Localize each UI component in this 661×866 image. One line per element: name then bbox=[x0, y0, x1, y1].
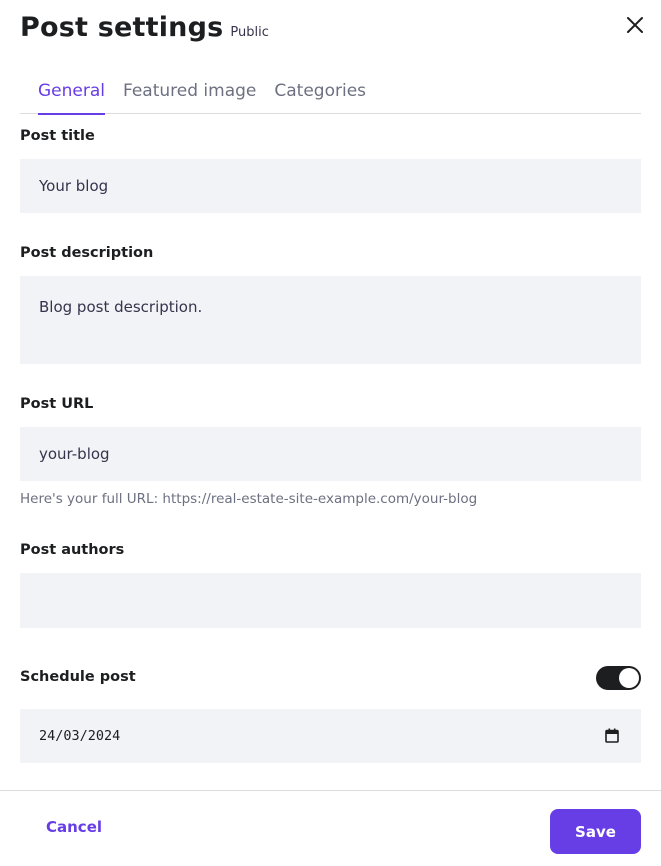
footer-divider bbox=[0, 790, 661, 791]
post-description-label: Post description bbox=[20, 245, 154, 261]
cancel-button[interactable]: Cancel bbox=[46, 818, 103, 836]
post-url-hint: Here's your full URL: https://real-estate-site-example.com/your-blog bbox=[20, 491, 478, 507]
schedule-post-label: Schedule post bbox=[20, 669, 136, 685]
tab-bar bbox=[20, 78, 641, 114]
schedule-date-input[interactable] bbox=[20, 709, 641, 763]
post-description-value: Blog post description. bbox=[39, 298, 203, 316]
schedule-post-toggle[interactable] bbox=[596, 666, 641, 690]
close-button[interactable] bbox=[622, 12, 648, 38]
post-authors-input[interactable] bbox=[20, 573, 641, 628]
calendar-icon[interactable] bbox=[605, 728, 619, 747]
post-url-input[interactable] bbox=[20, 427, 641, 481]
tab-categories[interactable]: Categories bbox=[274, 81, 367, 101]
post-url-value: your-blog bbox=[39, 445, 110, 463]
post-url-label: Post URL bbox=[20, 396, 94, 412]
tab-general[interactable]: General bbox=[38, 78, 105, 114]
schedule-date-value: 24/03/2024 bbox=[39, 728, 121, 744]
post-title-label: Post title bbox=[20, 128, 95, 144]
post-description-textarea[interactable] bbox=[20, 276, 641, 364]
toggle-knob bbox=[619, 668, 639, 688]
save-button[interactable]: Save bbox=[550, 809, 641, 854]
visibility-badge: Public bbox=[230, 25, 269, 40]
tab-featured-image[interactable]: Featured image bbox=[123, 81, 257, 101]
post-authors-label: Post authors bbox=[20, 542, 125, 558]
post-title-value: Your blog bbox=[39, 177, 109, 195]
close-icon bbox=[626, 16, 644, 34]
panel-header bbox=[20, 12, 269, 43]
page-title: Post settings bbox=[20, 12, 224, 43]
post-title-input[interactable] bbox=[20, 159, 641, 213]
